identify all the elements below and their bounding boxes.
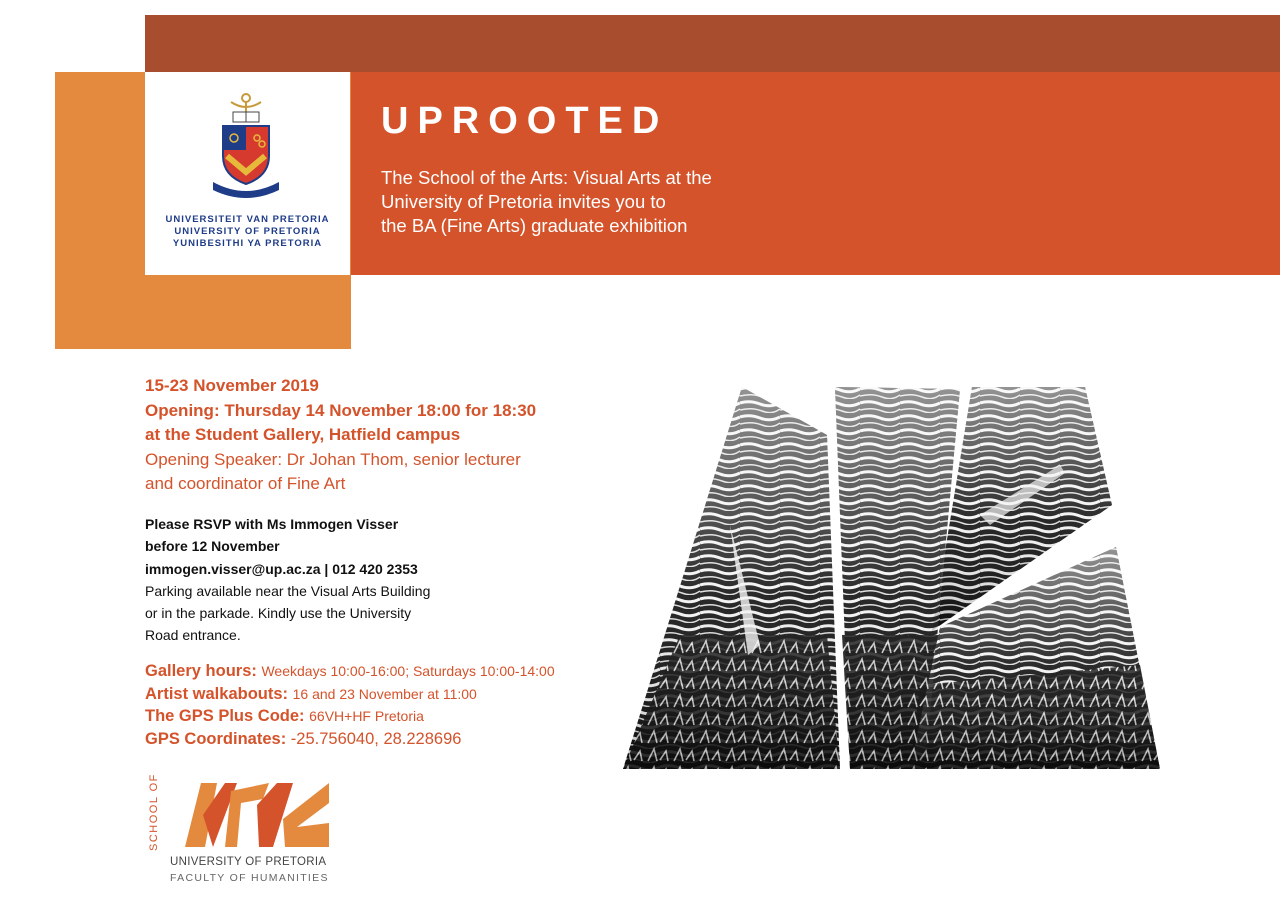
- arts-logo-university: UNIVERSITY OF PRETORIA: [170, 856, 327, 868]
- gallery-hours: [145, 660, 555, 683]
- event-speaker: Opening Speaker: Dr Johan Thom, senior lecturer: [145, 449, 521, 469]
- uni-name-afrikaans: UNIVERSITEIT VAN PRETORIA: [165, 214, 330, 225]
- invitation-text: [381, 166, 801, 238]
- info-value: Weekdays 10:00-16:00; Saturdays 10:00-14:00: [261, 663, 555, 679]
- info-value: 66VH+HF Pretoria: [309, 708, 424, 725]
- event-details: [145, 374, 615, 497]
- gps-coordinates: [145, 728, 555, 751]
- info-label: Gallery hours:: [145, 662, 257, 680]
- info-label: GPS Coordinates:: [145, 729, 287, 748]
- exhibition-title: UPROOTED: [381, 100, 669, 142]
- info-value: -25.756040, 28.228696: [290, 729, 462, 748]
- artist-walkabouts: [145, 683, 555, 706]
- arts-logo-faculty: FACULTY OF HUMANITIES: [170, 872, 329, 884]
- university-crest-icon: [145, 72, 350, 212]
- info-label: The GPS Plus Code:: [145, 707, 305, 726]
- rsvp-deadline: before 12 November: [145, 538, 280, 555]
- info-label: Artist walkabouts:: [145, 684, 289, 703]
- top-decor-band: [145, 15, 1280, 72]
- gps-plus-code: [145, 705, 555, 728]
- linocut-artwork: [620, 385, 1165, 775]
- invitation-line: The School of the Arts: Visual Arts at the: [381, 167, 712, 188]
- event-venue: at the Student Gallery, Hatfield campus: [145, 425, 461, 444]
- rsvp-contact[interactable]: immogen.visser@up.ac.za | 012 420 2353: [145, 560, 418, 577]
- parking-info: or in the parkade. Kindly use the University: [145, 605, 412, 622]
- rsvp-line: Please RSVP with Ms Immogen Visser: [145, 516, 399, 532]
- invitation-line: University of Pretoria invites you to: [381, 191, 666, 212]
- arts-logo-icon: [145, 775, 345, 885]
- rsvp-details: [145, 513, 505, 647]
- event-dates: 15-23 November 2019: [145, 376, 319, 395]
- university-logo: [145, 72, 350, 275]
- event-opening: Opening: Thursday 14 November 18:00 for 18:30: [145, 400, 537, 420]
- parking-info: Road entrance.: [145, 627, 241, 644]
- invitation-line: the BA (Fine Arts) graduate exhibition: [381, 215, 688, 236]
- uni-name-sepedi: YUNIBESITHI YA PRETORIA: [172, 238, 323, 249]
- event-speaker-cont: and coordinator of Fine Art: [145, 474, 346, 493]
- parking-info: Parking available near the Visual Arts Building: [145, 582, 431, 599]
- uni-name-english: UNIVERSITY OF PRETORIA: [174, 226, 321, 237]
- info-value: 16 and 23 November at 11:00: [292, 685, 477, 702]
- school-of-the-arts-logo: [145, 775, 345, 885]
- visitor-info: [145, 660, 555, 750]
- arts-logo-side-text: SCHOOL OF THE: [148, 775, 160, 851]
- artwork-image: [620, 385, 1165, 775]
